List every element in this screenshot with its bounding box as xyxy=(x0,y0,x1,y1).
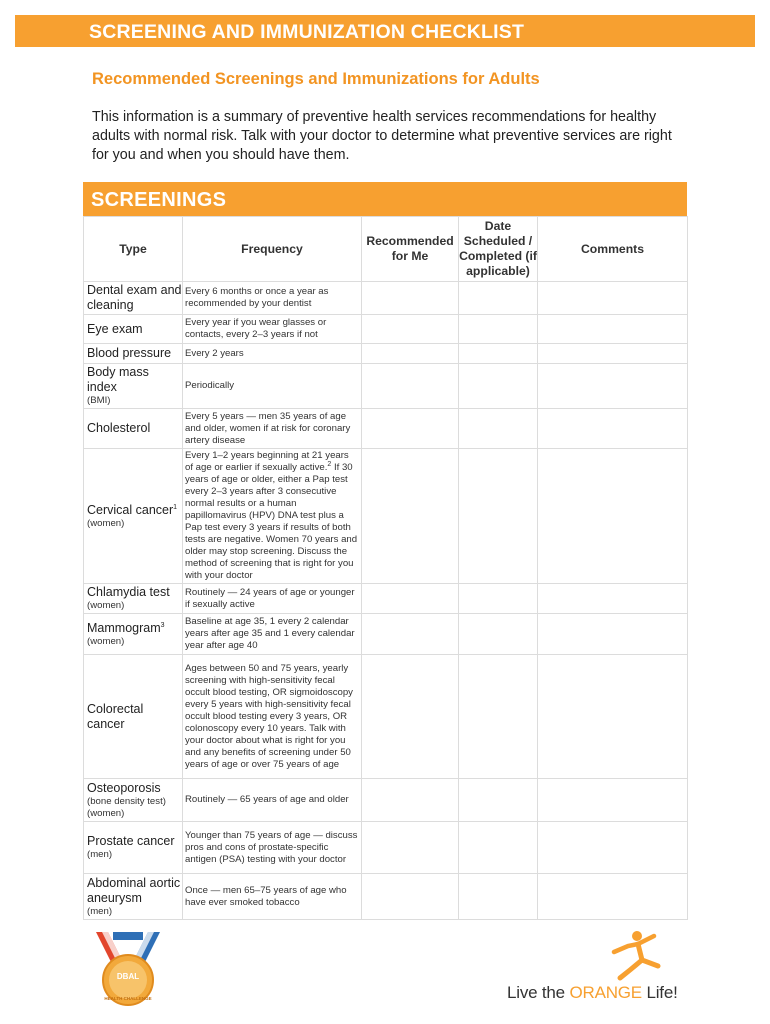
comments-cell[interactable] xyxy=(538,282,688,315)
brand-text: Live the xyxy=(507,983,570,1002)
subtitle: Recommended Screenings and Immunizations for Adults xyxy=(92,70,540,88)
comments-cell[interactable] xyxy=(538,614,688,655)
table-row xyxy=(84,655,688,779)
date-cell[interactable] xyxy=(459,282,538,315)
comments-cell[interactable] xyxy=(538,315,688,344)
date-cell[interactable] xyxy=(459,449,538,584)
type-label: Body mass index xyxy=(87,365,149,394)
section-title-screenings: SCREENINGS xyxy=(83,182,687,216)
comments-cell[interactable] xyxy=(538,449,688,584)
table-row xyxy=(84,614,688,655)
comments-cell[interactable] xyxy=(538,874,688,920)
table-row xyxy=(84,822,688,874)
type-cell xyxy=(84,614,183,655)
type-note: (women) xyxy=(87,635,125,647)
col-type-header: Type xyxy=(84,217,183,282)
medal-text: DBAL xyxy=(116,972,140,981)
frequency-cell: Every 6 months or once a year as recommended by your dentist xyxy=(183,282,362,315)
comments-cell[interactable] xyxy=(538,584,688,614)
type-cell xyxy=(84,655,183,779)
recommended-cell[interactable] xyxy=(362,874,459,920)
type-label: Prostate cancer xyxy=(87,834,175,848)
type-label: Mammogram xyxy=(87,620,161,635)
recommended-cell[interactable] xyxy=(362,584,459,614)
type-cell xyxy=(84,282,183,315)
date-cell[interactable] xyxy=(459,315,538,344)
recommended-cell[interactable] xyxy=(362,409,459,449)
frequency-cell: Baseline at age 35, 1 every 2 calendar years after age 35 and 1 every calendar year after age 40 xyxy=(183,614,362,655)
medal-icon xyxy=(88,928,168,1008)
type-label: Chlamydia test xyxy=(87,585,170,599)
recommended-cell[interactable] xyxy=(362,449,459,584)
date-cell[interactable] xyxy=(459,874,538,920)
table-row xyxy=(84,874,688,920)
medal-caption: HEALTH CHALLENGE xyxy=(104,996,152,1001)
type-label: Colorectal cancer xyxy=(87,701,144,731)
frequency-cell: Every 2 years xyxy=(183,344,362,364)
footnote-marker: 1 xyxy=(173,503,178,511)
type-cell xyxy=(84,874,183,920)
type-cell xyxy=(84,584,183,614)
frequency-cell: Routinely — 65 years of age and older xyxy=(183,779,362,822)
frequency-text: Every 1–2 years beginning at 21 years of age or earlier if sexually active. xyxy=(185,450,349,473)
col-recommended-label: Recommended for Me xyxy=(366,234,454,263)
brand-orange-word: ORANGE xyxy=(569,983,642,1002)
type-note: (men) xyxy=(87,905,113,917)
comments-cell[interactable] xyxy=(538,655,688,779)
table-row xyxy=(84,315,688,344)
date-cell[interactable] xyxy=(459,822,538,874)
brand-text: Life! xyxy=(641,983,678,1002)
comments-cell[interactable] xyxy=(538,779,688,822)
runner-logo-icon xyxy=(608,930,664,982)
frequency-cell: Every 5 years — men 35 years of age and older, women if at risk for coronary artery disease xyxy=(183,409,362,449)
type-label: Osteoporosis xyxy=(87,780,161,795)
date-cell[interactable] xyxy=(459,409,538,449)
date-cell[interactable] xyxy=(459,779,538,822)
type-cell xyxy=(84,822,183,874)
recommended-cell[interactable] xyxy=(362,282,459,315)
recommended-cell[interactable] xyxy=(362,344,459,364)
comments-cell[interactable] xyxy=(538,409,688,449)
frequency-cell xyxy=(183,449,362,584)
col-date-label: Date Scheduled / Completed (if applicable) xyxy=(459,219,537,278)
page-title: SCREENING AND IMMUNIZATION CHECKLIST xyxy=(15,15,755,47)
frequency-cell: Every year if you wear glasses or contacts, every 2–3 years if not xyxy=(183,315,362,344)
frequency-cell: Ages between 50 and 75 years, yearly screening with high-sensitivity fecal occult blood testing, OR sigmoidoscopy every 5 years with high-sensitivity fecal occult blood testing every 3 years, OR colonoscopy every 10 years. Talk with your doctor about what is right for you and any benefits of screening under 50 years of age or over 75 years of age xyxy=(183,655,362,779)
screenings-table xyxy=(83,216,688,920)
type-cell xyxy=(84,344,183,364)
recommended-cell[interactable] xyxy=(362,655,459,779)
table-row xyxy=(84,364,688,409)
table-row xyxy=(84,409,688,449)
date-cell[interactable] xyxy=(459,614,538,655)
frequency-cell: Periodically xyxy=(183,364,362,409)
type-note: (bone density test) (women) xyxy=(87,795,166,819)
type-label: Abdominal aortic aneurysm xyxy=(87,875,181,905)
type-note: (BMI) xyxy=(87,395,111,406)
col-frequency-header: Frequency xyxy=(183,217,362,282)
recommended-cell[interactable] xyxy=(362,315,459,344)
type-note: (men) xyxy=(87,849,113,860)
type-cell xyxy=(84,449,183,584)
type-note: (women) xyxy=(87,600,125,611)
type-cell xyxy=(84,315,183,344)
table-row xyxy=(84,779,688,822)
col-comments-header: Comments xyxy=(538,217,688,282)
col-recommended-header xyxy=(362,217,459,282)
table-header-row xyxy=(84,217,688,282)
date-cell[interactable] xyxy=(459,364,538,409)
recommended-cell[interactable] xyxy=(362,364,459,409)
type-cell xyxy=(84,409,183,449)
type-note: (women) xyxy=(87,517,125,529)
brand-tagline xyxy=(507,983,678,1003)
table-row xyxy=(84,449,688,584)
footnote-marker: 3 xyxy=(160,621,165,629)
comments-cell[interactable] xyxy=(538,364,688,409)
frequency-cell: Younger than 75 years of age — discuss pros and cons of prostate-specific antigen (PSA) testing with your doctor xyxy=(183,822,362,874)
recommended-cell[interactable] xyxy=(362,614,459,655)
comments-cell[interactable] xyxy=(538,822,688,874)
date-cell[interactable] xyxy=(459,344,538,364)
frequency-text: If 30 years of age or older, either a Pap test every 2–3 years after 3 consecutive normal results or a human papillomavirus (HPV) DNA test plus a Pap test every 3 years if results of both tests are negative. Women 70 years and older may stop screening. Discuss the method of screening that is right for you with your doctor xyxy=(185,462,358,581)
frequency-cell: Routinely — 24 years of age or younger if sexually active xyxy=(183,584,362,614)
footnote-marker: 2 xyxy=(327,460,332,468)
date-cell[interactable] xyxy=(459,655,538,779)
type-label: Dental exam and cleaning xyxy=(87,283,182,312)
type-cell xyxy=(84,779,183,822)
table-row xyxy=(84,344,688,364)
frequency-cell: Once — men 65–75 years of age who have ever smoked tobacco xyxy=(183,874,362,920)
table-row xyxy=(84,584,688,614)
date-cell[interactable] xyxy=(459,584,538,614)
table-row xyxy=(84,282,688,315)
type-label: Blood pressure xyxy=(87,346,172,360)
recommended-cell[interactable] xyxy=(362,822,459,874)
type-label: Cervical cancer xyxy=(87,502,174,517)
col-date-header xyxy=(459,217,538,282)
type-label: Eye exam xyxy=(87,321,143,336)
comments-cell[interactable] xyxy=(538,344,688,364)
type-label: Cholesterol xyxy=(87,421,151,435)
recommended-cell[interactable] xyxy=(362,779,459,822)
type-cell xyxy=(84,364,183,409)
intro-paragraph: This information is a summary of preventive health services recommendations for healthy adults with normal risk. Talk with your doctor to determine what preventive services are right for you and when you should have them. xyxy=(92,109,672,163)
